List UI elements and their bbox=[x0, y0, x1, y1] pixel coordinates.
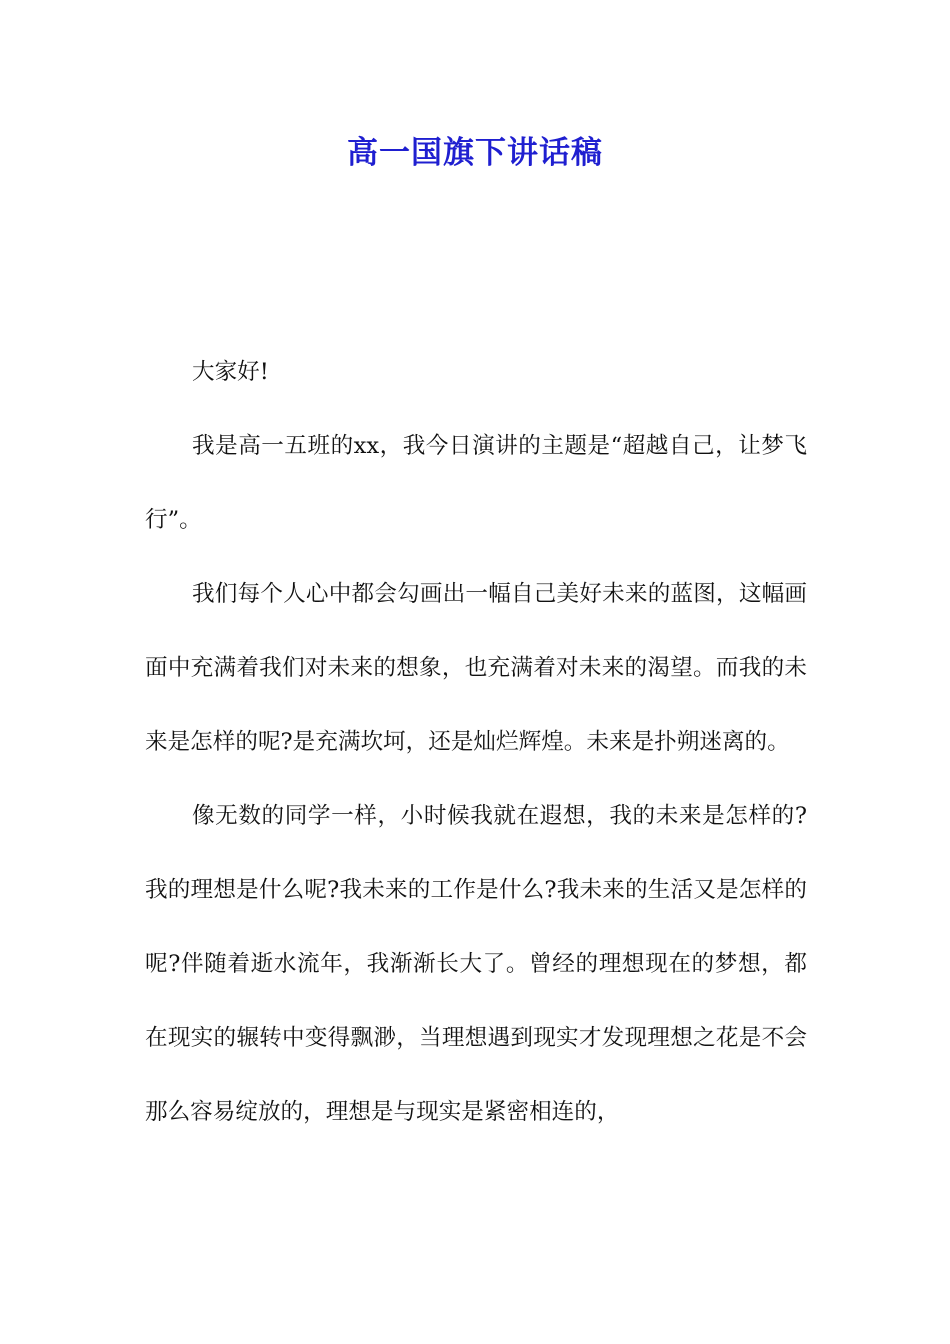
paragraph-greeting: 大家好! bbox=[192, 359, 269, 385]
paragraph-introduction: 我是高一五班的xx，我今日演讲的主题是“超越自己，让梦飞行”。 bbox=[145, 433, 807, 533]
document-title: 高一国旗下讲话稿 bbox=[347, 135, 603, 171]
paragraph-future-blueprint: 我们每个人心中都会勾画出一幅自己美好未来的蓝图，这幅画面中充满着我们对未来的想象，也充满着对未来的渴望。而我的未来是怎样的呢?是充满坎坷，还是灿烂辉煌。未来是扑朔迷离的。 bbox=[145, 581, 807, 755]
document-body bbox=[145, 335, 807, 1149]
paragraph-childhood-dreams: 像无数的同学一样，小时候我就在遐想，我的未来是怎样的?我的理想是什么呢?我未来的工作是什么?我未来的生活又是怎样的呢?伴随着逝水流年，我渐渐长大了。曾经的理想现在的梦想，都在现实的辗转中变得飘渺，当理想遇到现实才发现理想之花是不会那么容易绽放的，理想是与现实是紧密相连的， bbox=[145, 803, 807, 1125]
